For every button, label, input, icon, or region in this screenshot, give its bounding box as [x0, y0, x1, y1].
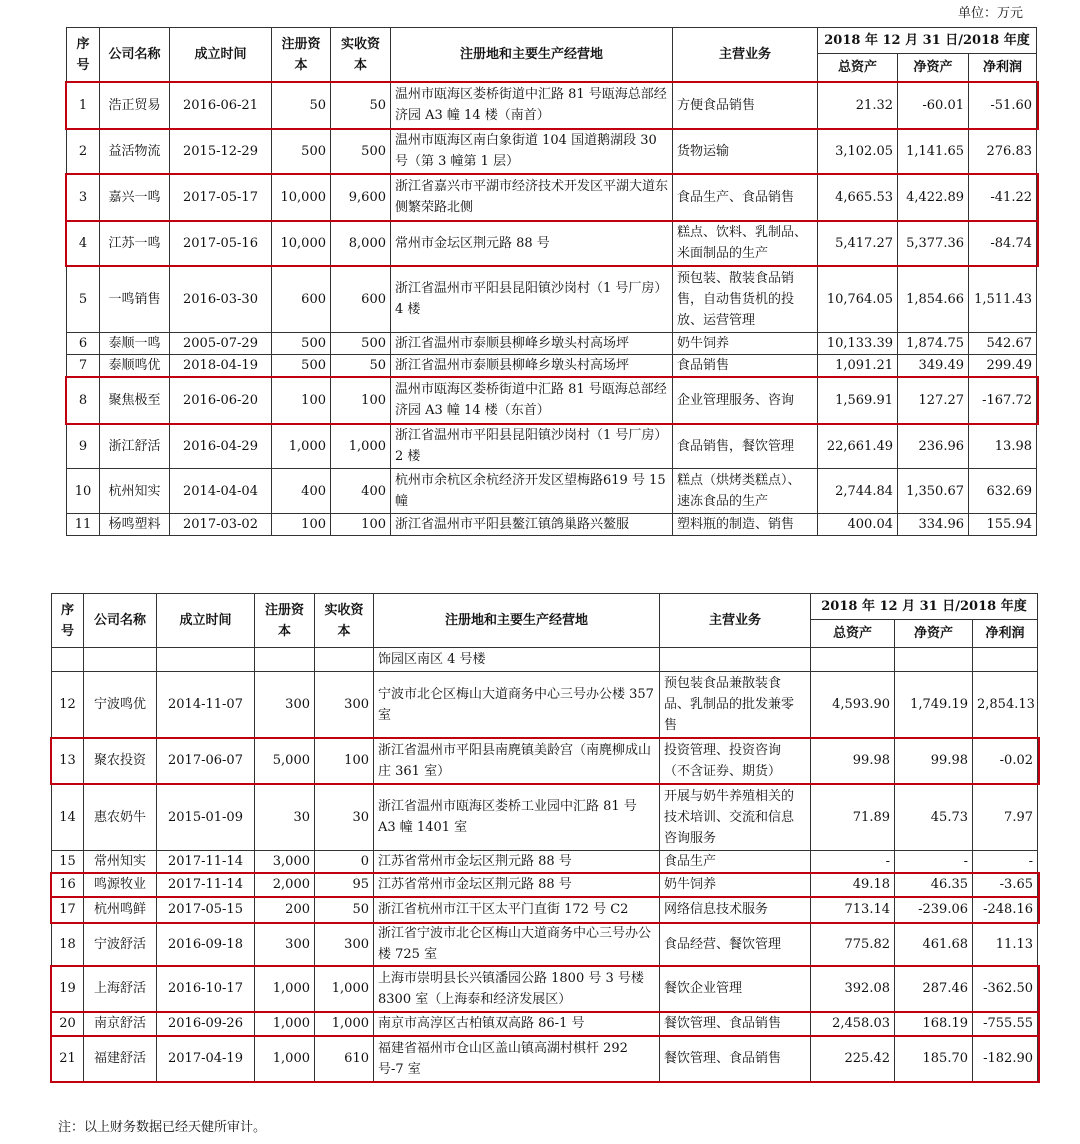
cell-registered-capital: 200 — [255, 897, 315, 923]
cell-total-assets: 2,744.84 — [818, 469, 898, 514]
header-registered-capital: 注册资本 — [272, 28, 331, 82]
cell-business: 食品经营、餐饮管理 — [660, 923, 811, 966]
cell-company-name: 杭州知实 — [100, 469, 170, 514]
cell-registered-capital: 1,000 — [255, 1036, 315, 1082]
cell-net-profit: -182.90 — [973, 1036, 1038, 1082]
cell-net-profit: - — [973, 851, 1038, 873]
cell-net-profit: -362.50 — [973, 966, 1038, 1012]
table-row — [67, 355, 1037, 377]
cell-total-assets: 400.04 — [818, 514, 898, 536]
header-period: 2018 年 12 月 31 日/2018 年度 — [818, 28, 1037, 54]
cell-net-assets: 1,141.65 — [898, 129, 969, 174]
cell-net-profit: 542.67 — [969, 333, 1037, 355]
cell-net-assets: 461.68 — [895, 923, 973, 966]
header-founded: 成立时间 — [157, 594, 255, 648]
cell-net-assets: 236.96 — [898, 424, 969, 469]
cell-total-assets: 2,458.03 — [811, 1012, 895, 1036]
cell-total-assets: 3,102.05 — [818, 129, 898, 174]
cell-paid-capital: 30 — [315, 784, 374, 851]
cell-company-name: 江苏一鸣 — [100, 221, 170, 266]
header-business: 主营业务 — [673, 28, 818, 82]
cell-net-assets: 1,749.19 — [895, 672, 973, 738]
cell-net-assets: 45.73 — [895, 784, 973, 851]
cell-seq: 3 — [67, 174, 100, 221]
table-row — [52, 784, 1038, 851]
table-row — [67, 129, 1037, 174]
cell-net-assets: 168.19 — [895, 1012, 973, 1036]
cell-company-name: 常州知实 — [84, 851, 157, 873]
cell-seq: 21 — [52, 1036, 84, 1082]
cell-founded-date: 2016-06-20 — [170, 377, 272, 424]
cell-total-assets: 10,764.05 — [818, 266, 898, 333]
cell-founded-date: 2015-12-29 — [170, 129, 272, 174]
cell-business: 方便食品销售 — [673, 82, 818, 129]
cell-net-assets: 1,854.66 — [898, 266, 969, 333]
cell-address: 南京市高淳区古柏镇双高路 86-1 号 — [374, 1012, 660, 1036]
cell-address: 浙江省温州市平阳县昆阳镇沙岗村（1 号厂房）4 楼 — [391, 266, 673, 333]
table-row — [52, 1036, 1038, 1082]
table-row — [67, 424, 1037, 469]
table-row — [67, 82, 1037, 129]
cell-seq: 10 — [67, 469, 100, 514]
cell-registered-capital: 300 — [255, 672, 315, 738]
cell-registered-capital: 600 — [272, 266, 331, 333]
cell-company-name: 益活物流 — [100, 129, 170, 174]
header-paid-capital: 实收资本 — [315, 594, 374, 648]
cell-company-name: 浙江舒活 — [100, 424, 170, 469]
cell-registered-capital: 1,000 — [272, 424, 331, 469]
cell-paid-capital: 1,000 — [315, 1012, 374, 1036]
cell-seq: 8 — [67, 377, 100, 424]
cell-seq: 2 — [67, 129, 100, 174]
table-row — [52, 851, 1038, 873]
cell-company-name: 惠农奶牛 — [84, 784, 157, 851]
cell-company-name: 福建舒活 — [84, 1036, 157, 1082]
header-period: 2018 年 12 月 31 日/2018 年度 — [811, 594, 1038, 620]
cell-address: 浙江省温州市泰顺县柳峰乡墩头村高场坪 — [391, 355, 673, 377]
cell-address: 浙江省温州市平阳县南麂镇美龄宫（南麂柳成山庄 361 室） — [374, 738, 660, 784]
cell-registered-capital: 2,000 — [255, 873, 315, 897]
cell-registered-capital: 1,000 — [255, 966, 315, 1012]
cell-total-assets: 10,133.39 — [818, 333, 898, 355]
cell-net-profit: 7.97 — [973, 784, 1038, 851]
header-total-assets: 总资产 — [811, 620, 895, 648]
cell-registered-capital: 5,000 — [255, 738, 315, 784]
cell-registered-capital: 500 — [272, 333, 331, 355]
cell-total-assets: 71.89 — [811, 784, 895, 851]
cell-net-profit: 11.13 — [973, 923, 1038, 966]
cell-company-name: 一鸣销售 — [100, 266, 170, 333]
footnote: 注：以上财务数据已经天健所审计。 — [58, 1120, 267, 1135]
cell-total-assets: 225.42 — [811, 1036, 895, 1082]
cell-business: 塑料瓶的制造、销售 — [673, 514, 818, 536]
header-company: 公司名称 — [84, 594, 157, 648]
table-row — [52, 1012, 1038, 1036]
cell-seq: 6 — [67, 333, 100, 355]
cell-total-assets: 1,091.21 — [818, 355, 898, 377]
cell-company-name: 宁波舒活 — [84, 923, 157, 966]
cell-seq: 19 — [52, 966, 84, 1012]
cell-founded-date: 2016-09-26 — [157, 1012, 255, 1036]
cell-net-profit: -51.60 — [969, 82, 1037, 129]
unit-label: 单位：万元 — [958, 6, 1024, 21]
table-row — [52, 873, 1038, 897]
cell-net-assets: -60.01 — [898, 82, 969, 129]
cell-paid-capital: 50 — [331, 355, 391, 377]
table-row — [67, 174, 1037, 221]
cell-company-name: 泰顺鸣优 — [100, 355, 170, 377]
header-total-assets: 总资产 — [818, 54, 898, 82]
cell-seq: 4 — [67, 221, 100, 266]
cell-address: 上海市崇明县长兴镇潘园公路 1800 号 3 号楼 8300 室（上海泰和经济发展区） — [374, 966, 660, 1012]
cell-business: 糕点、饮料、乳制品、米面制品的生产 — [673, 221, 818, 266]
cell-founded-date: 2014-11-07 — [157, 672, 255, 738]
cell-address: 福建省福州市仓山区盖山镇高湖村棋杆 292 号-7 室 — [374, 1036, 660, 1082]
cell-company-name: 聚焦极至 — [100, 377, 170, 424]
cell-business: 网络信息技术服务 — [660, 897, 811, 923]
header-net-assets: 净资产 — [898, 54, 969, 82]
cell-net-profit: 276.83 — [969, 129, 1037, 174]
cell-seq: 18 — [52, 923, 84, 966]
header-seq: 序号 — [67, 28, 100, 82]
cell-registered-capital: 500 — [272, 355, 331, 377]
cell-business: 糕点（烘烤类糕点）、速冻食品的生产 — [673, 469, 818, 514]
address-continuation: 饰园区南区 4 号楼 — [374, 648, 660, 672]
cell-registered-capital: 400 — [272, 469, 331, 514]
table-row — [67, 221, 1037, 266]
cell-paid-capital: 100 — [331, 514, 391, 536]
cell-paid-capital: 0 — [315, 851, 374, 873]
header-net-profit: 净利润 — [973, 620, 1038, 648]
cell-net-profit: -248.16 — [973, 897, 1038, 923]
cell-address: 常州市金坛区荆元路 88 号 — [391, 221, 673, 266]
cell-net-profit: 13.98 — [969, 424, 1037, 469]
cell-founded-date: 2015-01-09 — [157, 784, 255, 851]
cell-total-assets: 713.14 — [811, 897, 895, 923]
subsidiary-table-1 — [66, 27, 1037, 536]
cell-address: 温州市瓯海区南白象街道 104 国道鹅湖段 30 号（第 3 幢第 1 层） — [391, 129, 673, 174]
cell-founded-date: 2017-04-19 — [157, 1036, 255, 1082]
cell-company-name: 杨鸣塑料 — [100, 514, 170, 536]
cell-company-name: 嘉兴一鸣 — [100, 174, 170, 221]
cell-founded-date: 2017-05-16 — [170, 221, 272, 266]
header-net-assets: 净资产 — [895, 620, 973, 648]
cell-address: 浙江省温州市泰顺县柳峰乡墩头村高场坪 — [391, 333, 673, 355]
cell-address: 温州市瓯海区娄桥街道中汇路 81 号瓯海总部经济园 A3 幢 14 楼（东首） — [391, 377, 673, 424]
cell-seq: 20 — [52, 1012, 84, 1036]
header-business: 主营业务 — [660, 594, 811, 648]
cell-net-assets: - — [895, 851, 973, 873]
cell-seq: 11 — [67, 514, 100, 536]
cell-net-profit: 1,511.43 — [969, 266, 1037, 333]
cell-registered-capital: 3,000 — [255, 851, 315, 873]
cell-address: 宁波市北仑区梅山大道商务中心三号办公楼 357 室 — [374, 672, 660, 738]
table-row — [67, 469, 1037, 514]
cell-paid-capital: 50 — [331, 82, 391, 129]
cell-total-assets: 5,417.27 — [818, 221, 898, 266]
cell-address: 浙江省宁波市北仑区梅山大道商务中心三号办公楼 725 室 — [374, 923, 660, 966]
cell-paid-capital: 95 — [315, 873, 374, 897]
cell-paid-capital: 50 — [315, 897, 374, 923]
cell-paid-capital: 9,600 — [331, 174, 391, 221]
cell-registered-capital: 300 — [255, 923, 315, 966]
cell-founded-date: 2017-11-14 — [157, 851, 255, 873]
cell-address: 江苏省常州市金坛区荆元路 88 号 — [374, 851, 660, 873]
cell-net-profit: 299.49 — [969, 355, 1037, 377]
cell-net-assets: 4,422.89 — [898, 174, 969, 221]
cell-net-profit: 2,854.13 — [973, 672, 1038, 738]
cell-net-assets: 1,874.75 — [898, 333, 969, 355]
cell-company-name: 浩正贸易 — [100, 82, 170, 129]
table-row — [52, 672, 1038, 738]
header-company: 公司名称 — [100, 28, 170, 82]
cell-business: 食品销售，餐饮管理 — [673, 424, 818, 469]
table-row — [52, 738, 1038, 784]
cell-address: 浙江省温州市瓯海区娄桥工业园中汇路 81 号 A3 幢 1401 室 — [374, 784, 660, 851]
cell-total-assets: 21.32 — [818, 82, 898, 129]
cell-registered-capital: 100 — [272, 377, 331, 424]
cell-business: 货物运输 — [673, 129, 818, 174]
cell-business: 餐饮管理、食品销售 — [660, 1012, 811, 1036]
table-row — [52, 923, 1038, 966]
cell-total-assets: - — [811, 851, 895, 873]
cell-business: 食品生产、食品销售 — [673, 174, 818, 221]
cell-net-assets: 46.35 — [895, 873, 973, 897]
cell-net-profit: 155.94 — [969, 514, 1037, 536]
cell-business: 预包装、散装食品销售，自动售货机的投放、运营管理 — [673, 266, 818, 333]
cell-total-assets: 99.98 — [811, 738, 895, 784]
cell-company-name: 泰顺一鸣 — [100, 333, 170, 355]
cell-net-assets: 1,350.67 — [898, 469, 969, 514]
cell-total-assets: 775.82 — [811, 923, 895, 966]
table-row — [67, 377, 1037, 424]
header-registered-capital: 注册资本 — [255, 594, 315, 648]
cell-paid-capital: 100 — [331, 377, 391, 424]
cell-founded-date: 2016-10-17 — [157, 966, 255, 1012]
cell-net-assets: -239.06 — [895, 897, 973, 923]
cell-net-profit: -167.72 — [969, 377, 1037, 424]
header-net-profit: 净利润 — [969, 54, 1037, 82]
cell-address: 温州市瓯海区娄桥街道中汇路 81 号瓯海总部经济园 A3 幢 14 楼（南首） — [391, 82, 673, 129]
cell-founded-date: 2017-05-17 — [170, 174, 272, 221]
cell-total-assets: 4,593.90 — [811, 672, 895, 738]
cell-paid-capital: 1,000 — [331, 424, 391, 469]
cell-paid-capital: 500 — [331, 333, 391, 355]
header-address: 注册地和主要生产经营地 — [374, 594, 660, 648]
header-address: 注册地和主要生产经营地 — [391, 28, 673, 82]
cell-founded-date: 2016-04-29 — [170, 424, 272, 469]
cell-total-assets: 49.18 — [811, 873, 895, 897]
cell-business: 投资管理、投资咨询（不含证券、期货） — [660, 738, 811, 784]
cell-seq: 7 — [67, 355, 100, 377]
cell-total-assets: 22,661.49 — [818, 424, 898, 469]
table-row — [67, 333, 1037, 355]
cell-seq: 14 — [52, 784, 84, 851]
cell-business: 奶牛饲养 — [660, 873, 811, 897]
cell-address: 浙江省温州市平阳县昆阳镇沙岗村（1 号厂房）2 楼 — [391, 424, 673, 469]
cell-registered-capital: 500 — [272, 129, 331, 174]
cell-registered-capital: 10,000 — [272, 221, 331, 266]
cell-address: 浙江省杭州市江干区太平门直街 172 号 C2 — [374, 897, 660, 923]
cell-net-assets: 5,377.36 — [898, 221, 969, 266]
cell-registered-capital: 100 — [272, 514, 331, 536]
cell-company-name: 宁波鸣优 — [84, 672, 157, 738]
cell-founded-date: 2016-03-30 — [170, 266, 272, 333]
table-row — [52, 897, 1038, 923]
cell-founded-date: 2017-06-07 — [157, 738, 255, 784]
cell-net-assets: 99.98 — [895, 738, 973, 784]
cell-founded-date: 2017-05-15 — [157, 897, 255, 923]
cell-paid-capital: 600 — [331, 266, 391, 333]
cell-net-profit: -0.02 — [973, 738, 1038, 784]
table-2-body — [52, 648, 1038, 1082]
cell-seq: 13 — [52, 738, 84, 784]
table-row — [52, 966, 1038, 1012]
cell-business: 餐饮管理、食品销售 — [660, 1036, 811, 1082]
cell-company-name: 聚农投资 — [84, 738, 157, 784]
cell-registered-capital: 30 — [255, 784, 315, 851]
cell-business: 食品销售 — [673, 355, 818, 377]
cell-seq: 5 — [67, 266, 100, 333]
header-paid-capital: 实收资本 — [331, 28, 391, 82]
cell-seq: 1 — [67, 82, 100, 129]
header-seq: 序号 — [52, 594, 84, 648]
cell-net-assets: 334.96 — [898, 514, 969, 536]
cell-company-name: 杭州鸣鲜 — [84, 897, 157, 923]
cell-net-profit: 632.69 — [969, 469, 1037, 514]
header-founded: 成立时间 — [170, 28, 272, 82]
cell-seq: 16 — [52, 873, 84, 897]
cell-founded-date: 2016-09-18 — [157, 923, 255, 966]
cell-founded-date: 2016-06-21 — [170, 82, 272, 129]
cell-seq: 9 — [67, 424, 100, 469]
continuation-row — [52, 648, 1038, 672]
cell-business: 食品生产 — [660, 851, 811, 873]
cell-address: 江苏省常州市金坛区荆元路 88 号 — [374, 873, 660, 897]
cell-address: 浙江省嘉兴市平湖市经济技术开发区平湖大道东侧繁荣路北侧 — [391, 174, 673, 221]
cell-total-assets: 4,665.53 — [818, 174, 898, 221]
table-row — [67, 514, 1037, 536]
table-1-body — [67, 82, 1037, 536]
cell-paid-capital: 100 — [315, 738, 374, 784]
cell-total-assets: 392.08 — [811, 966, 895, 1012]
cell-net-profit: -84.74 — [969, 221, 1037, 266]
cell-net-assets: 287.46 — [895, 966, 973, 1012]
cell-registered-capital: 10,000 — [272, 174, 331, 221]
cell-total-assets: 1,569.91 — [818, 377, 898, 424]
cell-registered-capital: 1,000 — [255, 1012, 315, 1036]
cell-company-name: 鸣源牧业 — [84, 873, 157, 897]
cell-paid-capital: 8,000 — [331, 221, 391, 266]
cell-paid-capital: 300 — [315, 672, 374, 738]
cell-net-assets: 127.27 — [898, 377, 969, 424]
cell-address: 杭州市余杭区余杭经济开发区望梅路619 号 15 幢 — [391, 469, 673, 514]
cell-company-name: 上海舒活 — [84, 966, 157, 1012]
cell-paid-capital: 1,000 — [315, 966, 374, 1012]
cell-address: 浙江省温州市平阳县鳌江镇鸽巢路兴鳌服 — [391, 514, 673, 536]
subsidiary-table-2 — [51, 593, 1038, 1082]
cell-founded-date: 2018-04-19 — [170, 355, 272, 377]
cell-paid-capital: 400 — [331, 469, 391, 514]
cell-registered-capital: 50 — [272, 82, 331, 129]
cell-paid-capital: 610 — [315, 1036, 374, 1082]
cell-net-profit: -755.55 — [973, 1012, 1038, 1036]
cell-business: 预包装食品兼散装食品、乳制品的批发兼零售 — [660, 672, 811, 738]
cell-paid-capital: 300 — [315, 923, 374, 966]
cell-business: 奶牛饲养 — [673, 333, 818, 355]
cell-net-assets: 349.49 — [898, 355, 969, 377]
cell-founded-date: 2017-11-14 — [157, 873, 255, 897]
cell-founded-date: 2014-04-04 — [170, 469, 272, 514]
cell-net-profit: -41.22 — [969, 174, 1037, 221]
cell-seq: 12 — [52, 672, 84, 738]
cell-seq: 17 — [52, 897, 84, 923]
cell-business: 餐饮企业管理 — [660, 966, 811, 1012]
cell-net-assets: 185.70 — [895, 1036, 973, 1082]
cell-founded-date: 2005-07-29 — [170, 333, 272, 355]
cell-paid-capital: 500 — [331, 129, 391, 174]
cell-business: 企业管理服务、咨询 — [673, 377, 818, 424]
cell-seq: 15 — [52, 851, 84, 873]
table-row — [67, 266, 1037, 333]
cell-net-profit: -3.65 — [973, 873, 1038, 897]
cell-company-name: 南京舒活 — [84, 1012, 157, 1036]
cell-business: 开展与奶牛养殖相关的技术培训、交流和信息咨询服务 — [660, 784, 811, 851]
cell-founded-date: 2017-03-02 — [170, 514, 272, 536]
